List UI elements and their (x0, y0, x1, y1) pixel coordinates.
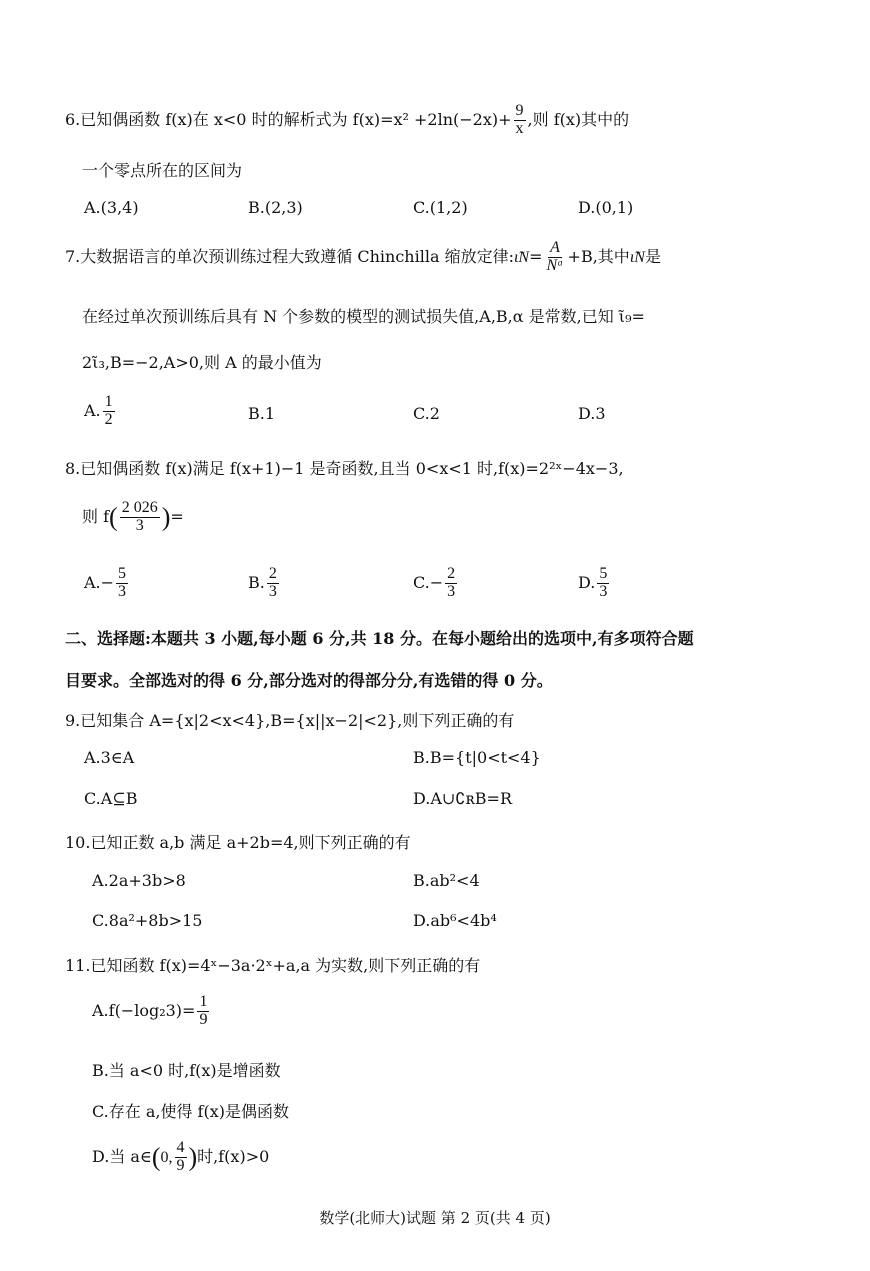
q8-option-a-num: 5 (118, 565, 127, 582)
q8-option-d-fraction (597, 566, 609, 601)
q6-option-c: C.(1,2) (413, 198, 468, 217)
q9-line1: 9.已知集合 A={x|2<x<4},B={x||x−2|<2},则下列正确的有 (65, 711, 515, 730)
q8-line1: 8.已知偶函数 f(x)满足 f(x+1)−1 是奇函数,且当 0<x<1 时,f(x)=2²ˣ−4x−3, (65, 459, 624, 478)
q11-option-a-num: 1 (199, 993, 208, 1010)
q8-option-d-label: D. (578, 572, 596, 592)
q6-line1 (65, 103, 629, 138)
q6-option-d: D.(0,1) (578, 198, 634, 217)
q7-line2: 在经过单次预训练后具有 N 个参数的模型的测试损失值,A,B,α 是常数,已知 ι̃₉= (82, 307, 645, 326)
q8-option-b (248, 566, 281, 601)
q10-option-d: D.ab⁶<4b⁴ (413, 911, 497, 930)
page-footer: 数学(北师大)试题 第 2 页(共 4 页) (319, 1209, 551, 1227)
q11-line1: 11.已知函数 f(x)=4ˣ−3a·2ˣ+a,a 为实数,则下列正确的有 (65, 956, 481, 975)
q8-option-c-label: C.− (413, 572, 444, 592)
q7-option-a-num: 1 (104, 393, 113, 410)
q8-option-d (578, 566, 611, 601)
q7-option-d: D.3 (578, 404, 606, 423)
q11-option-a-fraction (197, 994, 209, 1029)
q8-option-b-den: 3 (268, 582, 277, 600)
q6-line1-part-b: ,则 f(x)其中的 (527, 109, 630, 129)
q9-option-b: B.B={t|0<t<4} (413, 748, 541, 767)
q8-paren-close: ) (161, 502, 171, 532)
q6-option-a: A.(3,4) (84, 198, 139, 217)
q6-line2: 一个零点所在的区间为 (82, 161, 243, 180)
q6-frac-num: 9 (515, 102, 524, 119)
section2-heading-line1: 二、选择题:本题共 3 小题,每小题 6 分,共 18 分。在每小题给出的选项中,有多项符合题 (65, 629, 694, 648)
q10-option-c: C.8a²+8b>15 (92, 911, 203, 930)
q8-option-d-den: 3 (599, 582, 608, 600)
q11-option-c: C.存在 a,使得 f(x)是偶函数 (92, 1102, 289, 1121)
q8-option-c (413, 566, 459, 601)
q11-option-d-den: 9 (176, 1156, 185, 1174)
q8-fraction (120, 500, 160, 535)
q7-line1 (65, 240, 661, 275)
q6-line1-part-a: 6.已知偶函数 f(x)在 x<0 时的解析式为 f(x)=x² +2ln(−2x)+ (65, 109, 512, 129)
q7-option-c: C.2 (413, 404, 440, 423)
q8-line2-part-b: = (170, 506, 184, 526)
q11-option-a (92, 994, 211, 1029)
q7-frac-den: Nᵅ (546, 256, 564, 274)
q8-option-a-den: 3 (118, 582, 127, 600)
q8-option-a-label: A.− (84, 572, 115, 592)
q7-option-a (84, 394, 117, 429)
q9-option-c: C.A⊆B (84, 789, 138, 808)
q9-option-d: D.A∪∁ʀB=R (413, 789, 512, 808)
q7-fraction (545, 240, 566, 275)
q7-loss-symbol-2: ι̃N (629, 248, 645, 266)
q8-line2 (82, 500, 184, 535)
q8-option-b-fraction (267, 566, 279, 601)
q10-option-a: A.2a+3b>8 (92, 871, 186, 890)
q11-interval-open: ( (151, 1142, 161, 1172)
q11-option-a-den: 9 (199, 1010, 208, 1028)
q10-line1: 10.已知正数 a,b 满足 a+2b=4,则下列正确的有 (65, 833, 411, 852)
q7-line3: 2ι̃₃,B=−2,A>0,则 A 的最小值为 (82, 353, 322, 372)
q11-option-d-part-a: D.当 a∈ (92, 1146, 152, 1166)
q6-fraction (514, 103, 526, 138)
q7-line1-part-a: 7.大数据语言的单次预训练过程大致遵循 Chinchilla 缩放定律: (65, 246, 514, 266)
q8-option-b-num: 2 (268, 565, 277, 582)
q11-option-d-part-b: 时,f(x)>0 (197, 1146, 270, 1166)
q8-frac-den: 3 (135, 516, 144, 534)
q8-paren-open: ( (109, 502, 118, 532)
q8-frac-num: 2 026 (121, 499, 158, 516)
q7-line1-part-c: 是 (644, 246, 661, 266)
section2-heading-line2: 目要求。全部选对的得 6 分,部分选对的得部分分,有选错的得 0 分。 (65, 671, 553, 690)
q11-option-a-label: A.f(−log₂3)= (92, 1000, 196, 1020)
q8-option-b-label: B. (248, 572, 265, 592)
q8-option-a (84, 566, 130, 601)
q8-option-c-fraction (445, 566, 457, 601)
q7-equals: = (529, 246, 543, 266)
q8-option-d-num: 5 (599, 565, 608, 582)
q7-option-b: B.1 (248, 404, 276, 423)
q11-option-d-fraction (175, 1140, 187, 1175)
q10-option-b: B.ab²<4 (413, 871, 480, 890)
q7-option-a-label: A. (84, 400, 101, 420)
q6-option-b: B.(2,3) (248, 198, 303, 217)
q9-option-a: A.3∈A (84, 748, 135, 767)
q11-interval-close: ) (188, 1142, 198, 1172)
q11-option-d-num: 4 (176, 1139, 185, 1156)
q8-option-c-den: 3 (447, 582, 456, 600)
q7-option-a-den: 2 (104, 410, 113, 428)
q11-option-d (92, 1140, 269, 1175)
q8-option-a-fraction (116, 566, 128, 601)
q7-frac-num: A (550, 239, 560, 256)
q7-option-a-fraction (103, 394, 115, 429)
q8-line2-part-a: 则 f (82, 506, 110, 526)
q6-frac-den: x (515, 119, 524, 137)
q11-interval-zero: 0, (160, 1148, 173, 1166)
q8-option-c-num: 2 (447, 565, 456, 582)
q11-option-b: B.当 a<0 时,f(x)是增函数 (92, 1061, 281, 1080)
q7-loss-symbol: ι̃N (513, 248, 530, 266)
q7-line1-part-b: +B,其中 (567, 246, 630, 266)
